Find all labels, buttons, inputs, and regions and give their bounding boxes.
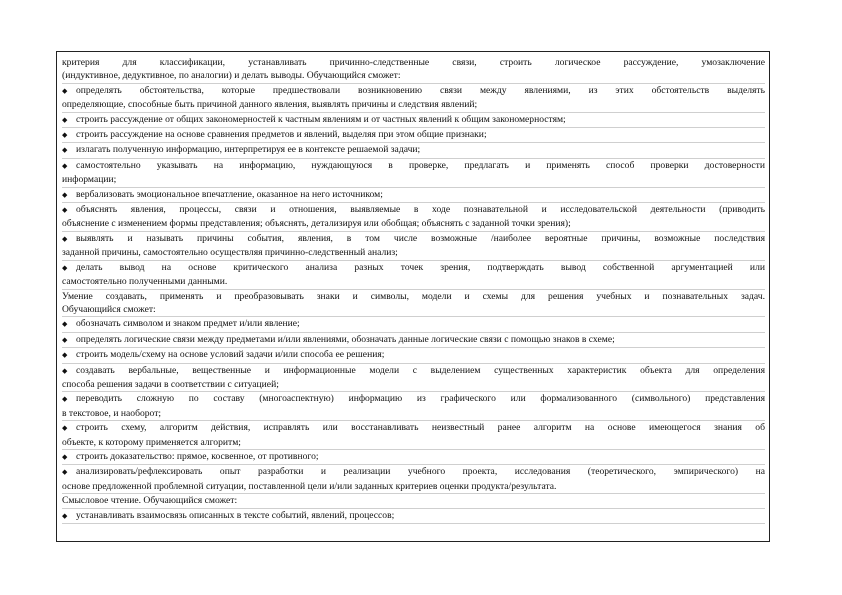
bullet-item [62, 333, 765, 348]
bullet-icon: ◆ [62, 424, 68, 433]
bullet-text: строить рассуждение на основе сравнения предметов и явлений, выделяя при этом общие признаки; [76, 129, 487, 141]
bullet-line [62, 465, 765, 479]
bullet-line [62, 333, 765, 347]
bullet-icon: ◆ [62, 351, 68, 360]
bullet-icon: ◆ [62, 395, 68, 404]
bullet-text: устанавливать взаимосвязь описанных в тексте событий, явлений, процессов; [76, 509, 395, 521]
bullet-line [62, 261, 765, 275]
bullet-text: строить модель/схему на основе условий задачи и/или способа ее решения; [76, 349, 385, 361]
bullet-text: выявлять и называть причины события, явления, в том числе возможные /наиболее вероятные причины, возможные последствия [76, 232, 765, 244]
bullet-item [62, 465, 765, 494]
text-line: критерия для классификации, устанавливать причинно-следственные связи, строить логическое рассуждение, умозаключение [62, 57, 765, 68]
bullet-item [62, 159, 765, 188]
bullet-text: объяснять явления, процессы, связи и отношения, выявляемые в ходе познавательной и исследовательской деятельности (приводить [76, 204, 765, 216]
bullet-line [62, 84, 765, 98]
bullet-line [62, 509, 765, 523]
bullet-item [62, 128, 765, 143]
bullet-item [62, 450, 765, 465]
bullet-item [62, 509, 765, 524]
bullet-item [62, 188, 765, 203]
bullet-line [62, 143, 765, 157]
text-line: самостоятельно полученными данными. [62, 276, 228, 288]
document-body [57, 52, 769, 524]
bullet-icon: ◆ [62, 190, 68, 199]
bullet-line [62, 203, 765, 217]
text-line: Смысловое чтение. Обучающийся сможет: [62, 495, 238, 507]
bullet-icon: ◆ [62, 206, 68, 215]
bullet-text: строить доказательство: прямое, косвенное, от противного; [76, 450, 319, 462]
text-line: объяснение с изменением формы представления; объяснять, детализируя или обобщая; объяснять с заданной точки зрения); [62, 218, 571, 230]
bullet-text: анализировать/рефлексировать опыт разработки и реализации учебного проекта, исследования (теоретического, эмпирического) на [76, 466, 765, 478]
text-line: способа решения задачи в соответствии с ситуацией; [62, 378, 279, 390]
bullet-line [62, 159, 765, 173]
bullet-item [62, 113, 765, 128]
text-line: основе предложенной проблемной ситуации, поставленной цели и/или заданных критериев оценки продукта/результата. [62, 480, 557, 492]
bullet-icon: ◆ [62, 161, 68, 170]
bullet-line [62, 392, 765, 406]
bullet-item [62, 421, 765, 450]
text-paragraph [62, 494, 765, 508]
text-line: заданной причины, самостоятельно осуществляя причинно-следственный анализ; [62, 247, 398, 259]
bullet-text: обозначать символом и знаком предмет и/или явление; [76, 318, 300, 330]
text-line: Умение создавать, применять и преобразовывать знаки и символы, модели и схемы для решения учебных и познавательных задач. [62, 290, 765, 302]
bullet-icon: ◆ [62, 234, 68, 243]
bullet-text: самостоятельно указывать на информацию, нуждающуюся в проверке, предлагать и применять способ проверки достоверности [76, 159, 765, 171]
bullet-text: создавать вербальные, вещественные и информационные модели с выделением существенных характеристик объекта для определения [76, 364, 765, 376]
bullet-text: строить схему, алгоритм действия, исправлять или восстанавливать неизвестный ранее алгоритм на основе имеющегося знания об [76, 422, 765, 434]
bullet-text: определять обстоятельства, которые предшествовали возникновению связи между явлениями, из этих обстоятельств выделять [76, 84, 765, 96]
text-line: в текстовое, и наоборот; [62, 407, 162, 419]
bullet-icon: ◆ [62, 511, 68, 520]
bullet-line [62, 450, 765, 464]
bullet-item [62, 364, 765, 393]
bullet-text: вербализовать эмоциональное впечатление, оказанное на него источником; [76, 188, 383, 200]
text-paragraph [62, 290, 765, 318]
bullet-item [62, 232, 765, 261]
bullet-line [62, 128, 765, 142]
bullet-line [62, 113, 765, 127]
bullet-icon: ◆ [62, 335, 68, 344]
bullet-item [62, 84, 765, 113]
bullet-text: излагать полученную информацию, интерпретируя ее в контексте решаемой задачи; [76, 144, 421, 156]
bullet-icon: ◆ [62, 86, 68, 95]
bullet-item [62, 261, 765, 290]
bullet-icon: ◆ [62, 452, 68, 461]
bullet-text: определять логические связи между предметами и/или явлениями, обозначать данные логические связи с помощью знаков в схеме; [76, 333, 615, 345]
bullet-icon: ◆ [62, 131, 68, 140]
bullet-line [62, 232, 765, 246]
bullet-icon: ◆ [62, 263, 68, 272]
bullet-text: строить рассуждение от общих закономерностей к частным явлениям и от частных явлений к общим закономерностям; [76, 113, 566, 125]
document-frame [56, 51, 770, 542]
bullet-item [62, 348, 765, 363]
bullet-item [62, 317, 765, 332]
bullet-icon: ◆ [62, 468, 68, 477]
text-line: информации; [62, 174, 117, 186]
bullet-line [62, 317, 765, 331]
bullet-item [62, 203, 765, 232]
bullet-text: переводить сложную по составу (многоаспектную) информацию из графического или формализованного (символьного) представления [76, 393, 765, 405]
bullet-text: делать вывод на основе критического анализа разных точек зрения, подтверждать вывод собственной аргументацией или [76, 261, 765, 273]
bullet-line [62, 188, 765, 202]
bullet-icon: ◆ [62, 320, 68, 329]
text-line: Обучающийся сможет: [62, 303, 156, 315]
text-line: определяющие, способные быть причиной данного явления, выявлять причины и следствия явлений; [62, 99, 478, 111]
text-paragraph [62, 56, 765, 84]
bullet-item [62, 392, 765, 421]
bullet-item [62, 143, 765, 158]
text-line: объекте, к которому применяется алгоритм; [62, 436, 241, 448]
bullet-line [62, 348, 765, 362]
bullet-icon: ◆ [62, 146, 68, 155]
bullet-line [62, 364, 765, 378]
bullet-icon: ◆ [62, 366, 68, 375]
bullet-icon: ◆ [62, 115, 68, 124]
bullet-line [62, 421, 765, 435]
text-line: (индуктивное, дедуктивное, по аналогии) и делать выводы. Обучающийся сможет: [62, 70, 401, 82]
